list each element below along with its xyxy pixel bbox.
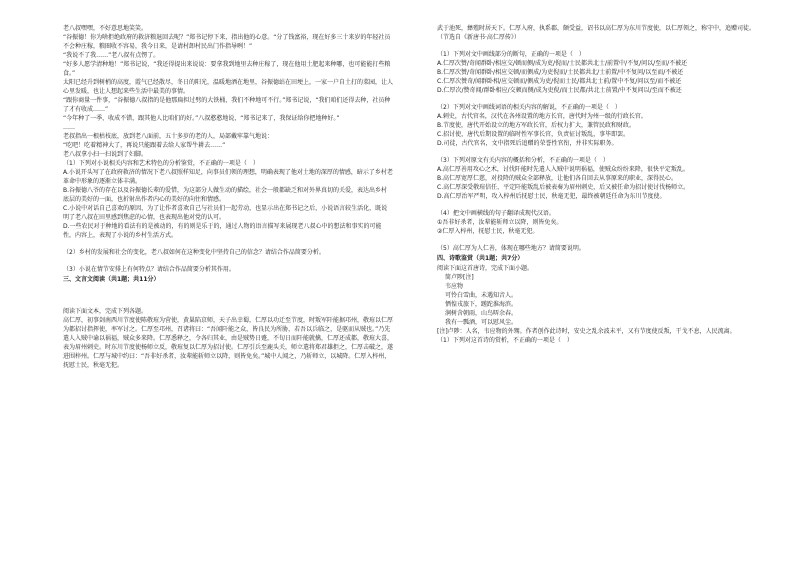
poem-intro: 阅读下面这首唐诗，完成下面小题。: [437, 265, 534, 272]
option-a: A.小说开头写了在政府救济的情况下老八叔照样知足，向事员们领的理想，明确表现了他对土地的深厚的情感，暗示了乡村老革命中形象的逐渐立体丰满。: [63, 169, 393, 185]
question-1: （1）下列对文中画线部分的断句，正确的一项是（ ）: [437, 51, 585, 58]
option-c: C.招讨使，唐代后期设置的临时性军事长官，负责征讨叛乱，事毕即罢。: [437, 131, 630, 138]
option-d: D.一些农民对于种地的看法有的是被动的，有的则是乐于的，通过人物的语言描写来展现老八叔心中的想法和事实的可能性，内容上，表现了小说的乡村生活方式。: [63, 223, 382, 239]
story-para: ……: [63, 124, 75, 131]
option-d: D.仁厚次/赞奇闻/群卧相应/交顿而侧/成为吏倪/而士民都/共北士前置/中不复问以/至而不被还: [437, 87, 682, 94]
question-1: （1）下列对小说相关内容和艺术特色的分析鉴赏，不正确的一项是（ ）: [63, 160, 259, 167]
poem-note: [注]卢陟：人名，韦应物的外甥。作者创作此诗时，安史之乱余波未平，又有节度使反叛，干戈不息，人民流离。: [437, 328, 736, 335]
option-a: A.高仁厚善用攻心之术，讨伐阡能时先遣人入贼中说明祸福，使贼众纷纷来降，很快平定叛乱。: [437, 166, 689, 173]
option-a: A.仁厚次赞/奇闻群卧/相应交/顿而侧/成为吏/倪而/士民都共北士/前置中/不复/问以/至而/不被还: [437, 60, 688, 67]
question-2: （2）下列对文中画线词语的相关内容的解说，不正确的一项是（ ）: [437, 104, 621, 111]
option-d: D.高仁厚治军严明，攻入梓州后抚慰士民，秋毫无犯，最终被朝廷任命为东川节度使。: [437, 193, 666, 200]
poem-author: 韦应物: [445, 283, 464, 290]
right-column: [437, 24, 767, 345]
option-d: D.司徒，古代官名，文中指死后追赠的荣誉性官衔，并非实际职务。: [437, 140, 618, 147]
translate-item: ①吾非好杀者，汝辈能斩师立以降，则皆免矣。: [437, 219, 563, 226]
section-3-title: 三、文言文阅读（共1题；共11分）: [63, 276, 160, 283]
poem-line: 恓惶戎旅下，蹉跎淮海滨。: [445, 301, 518, 308]
story-para: 老八叔嘿嘿，不好意思地笑笑。: [63, 25, 148, 32]
option-c: C.仁厚次赞奇/闻群卧相/应交顿而/侧成为吏/倪而士民/都共北士前/置中不复/问以至/而不被还: [437, 78, 682, 85]
classical-intro: 阅读下面文本，完成下列各题。: [63, 308, 148, 315]
story-para: “谷振德！你为啥拒绝政府的救济粮退回去呢？”郑书记停下来，指出他的心意。“分了钱富裕，现在好多三十来岁的年轻社员不会种庄稼，粮圈收不容易，我今日来，是请村卸村民出门作指导咧！”: [63, 34, 391, 50]
poem-line: 我有一瓢酒，可以慰风尘。: [445, 319, 518, 326]
translate-item: ②仁厚入梓州，抚慰士民，秋毫无犯。: [437, 228, 539, 235]
option-b: B.谷振德八爷的存在以及谷振德长辈的爱惜，为这部分人做生动的描绘，社会一般都缺乏和对外界真切的关爱，表达出乡村底层的美好的一面，也折射出作者内心的美好的向往和情感。: [63, 187, 388, 203]
option-b: B.高仁厚宽厚仁慈，对投降的贼众全部释放，让他们各自回去从事原来的职业，深得民心。: [437, 175, 678, 182]
option-b: B.节度使，唐代开始设立的地方军政长官，后权力扩大，兼管民政和财政。: [437, 122, 636, 129]
option-c: C.高仁厚深受敬瑄信任，平定阡能叛乱后被表奏为眉州刺史，后又被任命为招讨使讨伐杨师立。: [437, 184, 690, 191]
story-para: 老八叔拿小扫一扫说到了妇脚。: [63, 151, 148, 158]
question-4: （4）把文中画横线的句子翻译成现代汉语。: [437, 210, 555, 217]
left-column: [63, 24, 393, 370]
poem-line: 可怜白雪曲，未遇知音人。: [445, 292, 518, 299]
option-a: A.刺史，古代官名，汉代在各州设置的地方长官，唐代时为州一级的行政长官。: [437, 113, 647, 120]
poem-line: 涧树含朝雨，山鸟哢余春。: [445, 310, 518, 317]
story-para: 老叔指出一根枯枝底，放到老八面前，五十多岁的老的人，局部戴牢靠气地说：: [63, 133, 274, 140]
source-note: （节选自《新唐书·高仁厚传》）: [437, 34, 520, 41]
story-para: “我说不了我……”老八叔有点愣了。: [63, 52, 160, 59]
poem-title: 简卢陟[注]: [445, 274, 474, 281]
question-3: （3）下列对原文有关内容的概括和分析，不正确的一项是（ ）: [437, 157, 609, 164]
option-b: B.仁厚次赞/奇闻群卧/相应交顿/而侧成/为吏倪而/士民都共北/士前置/中不复问/以至而/不被还: [437, 69, 684, 76]
option-c: C.小说中对话自己喜欢的原因，为了让作者喜欢自己与社员们一起劳动，也显示出在郑书记之后，小说语言较生活化，既说明了老八叔在田里感到焦虑的心情，也表现出他对党的认可。: [63, 205, 388, 221]
question-3: （3）小说在情节安排上有何特点？请结合作品简要分析其作用。: [63, 266, 235, 273]
section-4-title: 四、诗歌鉴赏（共1题；共7分）: [437, 255, 524, 262]
classical-text: 高仁厚，初事剑南西川节度使陈敬瑄为营使，黄巢陷京师，天子出幸蜀，仁厚以功迁至节度，时叛军阡能据邛州，敬瑄以仁厚为都招讨指挥使，率军讨之。仁厚至邛州，召诸将曰：“吾闻阡能之众，皆良民为所胁，若吾以兵临之，是驱而从贼也。”乃先遣人入贼中谕以祸福，贼众多来降。仁厚悉释之，令各归其业，由是贼势日蹙，不旬日而阡能就擒，仁厚还成都，敬瑄大喜，表为眉州刺史。时东川节度使杨师立反，敬瑄复以仁厚为招讨使。仁厚引兵至鹿头关，师立遣将郑君雄拒之，仁厚击破之，遂进围梓州。仁厚与城中约曰：“吾非好杀者，汝辈能斩师立以降，则皆免矣。”城中人闻之，乃斩师立，以城降。仁厚入梓州，抚慰士民，秋毫无犯。: [63, 317, 394, 369]
source-line: 武于池死，彝殖时居天下。仁厚入府，执系郡，颇受益，诏书以高仁厚为东川节度使，以仁厚领之，称守中，追赠司徒。: [437, 25, 756, 32]
story-para: “今年种了一季，收成不错，跟其他人比咱们的好。”八叔憨憨地说，“郑书记来了，我保证给你把地种好。”: [63, 115, 340, 122]
question-2: （2）乡村的发展和社会的变化，老八叔如何在这种变化中坚持自己的信念？请结合作品简要分析。: [63, 249, 325, 256]
poem-question-1: （1）下列对这首诗的赏析，不正确的一项是（ ）: [437, 337, 573, 344]
story-para: 太阳已经升到树梢的高度，霞气已经散尽，冬日的阳光，温暖地洒在地里，谷振德站在田埂上，一家一户自土打的菜园，让人心里发暖，也让人想起来些生活中最美的事情。: [63, 79, 394, 95]
story-para: “吃吧！吃着精神大了，再说只能跟着去给人家帮牛耕去……”: [63, 142, 226, 149]
story-para: “好多人愿学清种地！”郑书记说，“我还得提出来说说：要拿我到地里去种庄稼了，现在他用土肥起来种哪，也可能能打些粮食。”: [63, 61, 391, 77]
story-para: “跟你商量一件事，“谷振德八叔指的是他那扁担过劈的大铁桶，我们不种地可不行。”郑书记说，“我们咱们还得去种，社员种了才有收成……”: [63, 97, 391, 113]
question-5: （5）高仁厚为人仁善，体现在哪些地方？请简要说明。: [437, 245, 585, 252]
